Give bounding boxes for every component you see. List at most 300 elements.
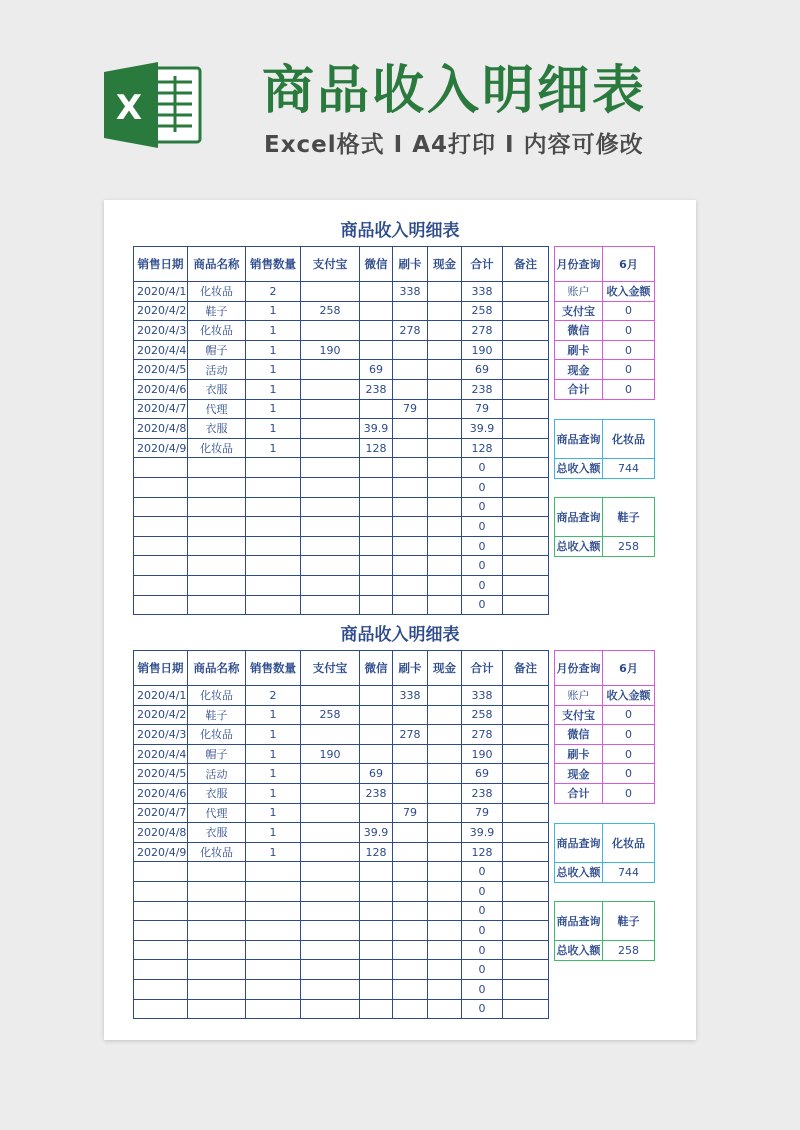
table-cell[interactable]: 0 — [462, 901, 503, 921]
table-cell[interactable] — [503, 575, 549, 595]
table-cell[interactable] — [428, 419, 462, 439]
table-cell[interactable]: 1 — [246, 803, 301, 823]
table-cell[interactable] — [246, 477, 301, 497]
table-cell[interactable] — [301, 725, 360, 745]
table-cell[interactable] — [301, 823, 360, 843]
product-query-value[interactable]: 鞋子 — [603, 902, 655, 941]
table-cell[interactable]: 化妆品 — [188, 438, 246, 458]
table-cell[interactable]: 0 — [462, 536, 503, 556]
table-cell[interactable] — [360, 744, 393, 764]
table-cell[interactable]: 衣服 — [188, 823, 246, 843]
table-cell[interactable] — [428, 901, 462, 921]
table-cell[interactable]: 帽子 — [188, 744, 246, 764]
table-cell[interactable]: 69 — [462, 764, 503, 784]
table-cell[interactable] — [301, 960, 360, 980]
table-cell[interactable]: 2020/4/9 — [134, 438, 188, 458]
table-cell[interactable] — [301, 803, 360, 823]
table-cell[interactable] — [360, 921, 393, 941]
table-cell[interactable] — [246, 960, 301, 980]
table-cell[interactable] — [134, 536, 188, 556]
table-cell[interactable] — [134, 921, 188, 941]
table-cell[interactable]: 活动 — [188, 360, 246, 380]
table-cell[interactable]: 1 — [246, 321, 301, 341]
table-cell[interactable] — [188, 940, 246, 960]
table-cell[interactable] — [301, 901, 360, 921]
table-cell[interactable]: 0 — [462, 862, 503, 882]
table-cell[interactable]: 2020/4/5 — [134, 764, 188, 784]
table-cell[interactable]: 1 — [246, 823, 301, 843]
table-cell[interactable] — [428, 881, 462, 901]
table-cell[interactable] — [246, 575, 301, 595]
table-cell[interactable]: 238 — [360, 783, 393, 803]
table-cell[interactable] — [188, 595, 246, 615]
table-cell[interactable]: 2020/4/9 — [134, 842, 188, 862]
table-cell[interactable] — [503, 517, 549, 537]
table-cell[interactable] — [428, 744, 462, 764]
table-cell[interactable] — [393, 340, 428, 360]
table-cell[interactable]: 0 — [462, 881, 503, 901]
table-cell[interactable] — [428, 575, 462, 595]
table-cell[interactable]: 化妆品 — [188, 321, 246, 341]
table-cell[interactable]: 化妆品 — [188, 842, 246, 862]
table-cell[interactable] — [393, 419, 428, 439]
table-cell[interactable] — [503, 862, 549, 882]
table-cell[interactable]: 39.9 — [360, 419, 393, 439]
product-query-value[interactable]: 化妆品 — [603, 824, 655, 863]
table-cell[interactable] — [360, 803, 393, 823]
table-cell[interactable] — [301, 517, 360, 537]
table-cell[interactable]: 338 — [393, 686, 428, 706]
table-cell[interactable] — [134, 940, 188, 960]
table-cell[interactable]: 1 — [246, 705, 301, 725]
table-cell[interactable] — [301, 458, 360, 478]
table-cell[interactable] — [393, 458, 428, 478]
table-cell[interactable]: 39.9 — [360, 823, 393, 843]
table-cell[interactable] — [134, 575, 188, 595]
table-cell[interactable] — [393, 301, 428, 321]
table-cell[interactable] — [503, 458, 549, 478]
table-cell[interactable] — [428, 536, 462, 556]
table-cell[interactable] — [503, 725, 549, 745]
table-cell[interactable]: 0 — [462, 458, 503, 478]
table-cell[interactable]: 238 — [462, 379, 503, 399]
table-cell[interactable] — [393, 979, 428, 999]
table-cell[interactable] — [134, 497, 188, 517]
table-cell[interactable]: 278 — [462, 321, 503, 341]
table-cell[interactable] — [393, 881, 428, 901]
table-cell[interactable] — [134, 477, 188, 497]
table-cell[interactable] — [301, 379, 360, 399]
table-cell[interactable]: 2020/4/4 — [134, 744, 188, 764]
table-cell[interactable]: 2020/4/8 — [134, 823, 188, 843]
table-cell[interactable] — [360, 517, 393, 537]
table-cell[interactable] — [393, 764, 428, 784]
table-cell[interactable] — [428, 517, 462, 537]
table-cell[interactable] — [428, 477, 462, 497]
table-cell[interactable] — [428, 686, 462, 706]
table-cell[interactable] — [503, 921, 549, 941]
table-cell[interactable] — [503, 556, 549, 576]
table-cell[interactable] — [360, 686, 393, 706]
table-cell[interactable] — [301, 783, 360, 803]
table-cell[interactable] — [360, 901, 393, 921]
table-cell[interactable] — [393, 862, 428, 882]
table-cell[interactable] — [188, 458, 246, 478]
table-cell[interactable]: 2 — [246, 282, 301, 302]
table-cell[interactable] — [503, 979, 549, 999]
table-cell[interactable] — [246, 862, 301, 882]
table-cell[interactable] — [428, 595, 462, 615]
month-query-value[interactable]: 6月 — [603, 247, 655, 282]
table-cell[interactable] — [301, 999, 360, 1019]
table-cell[interactable] — [301, 438, 360, 458]
table-cell[interactable]: 190 — [462, 340, 503, 360]
table-cell[interactable] — [360, 960, 393, 980]
table-cell[interactable] — [503, 595, 549, 615]
table-cell[interactable] — [503, 705, 549, 725]
table-cell[interactable] — [503, 842, 549, 862]
table-cell[interactable]: 338 — [393, 282, 428, 302]
table-cell[interactable]: 活动 — [188, 764, 246, 784]
table-cell[interactable]: 2020/4/4 — [134, 340, 188, 360]
table-cell[interactable]: 2020/4/5 — [134, 360, 188, 380]
table-cell[interactable] — [393, 497, 428, 517]
table-cell[interactable] — [134, 595, 188, 615]
table-cell[interactable] — [503, 901, 549, 921]
table-cell[interactable]: 0 — [462, 477, 503, 497]
table-cell[interactable] — [428, 438, 462, 458]
table-cell[interactable]: 2020/4/6 — [134, 379, 188, 399]
table-cell[interactable] — [428, 999, 462, 1019]
table-cell[interactable]: 1 — [246, 783, 301, 803]
table-cell[interactable]: 79 — [393, 399, 428, 419]
table-cell[interactable] — [393, 960, 428, 980]
table-cell[interactable]: 1 — [246, 340, 301, 360]
table-cell[interactable]: 190 — [301, 340, 360, 360]
table-cell[interactable] — [428, 497, 462, 517]
table-cell[interactable] — [503, 940, 549, 960]
table-cell[interactable]: 0 — [462, 999, 503, 1019]
table-cell[interactable] — [503, 536, 549, 556]
table-cell[interactable]: 鞋子 — [188, 301, 246, 321]
table-cell[interactable] — [503, 783, 549, 803]
table-cell[interactable] — [428, 379, 462, 399]
table-cell[interactable]: 2020/4/6 — [134, 783, 188, 803]
table-cell[interactable] — [188, 960, 246, 980]
table-cell[interactable] — [360, 340, 393, 360]
table-cell[interactable]: 1 — [246, 438, 301, 458]
table-cell[interactable]: 2020/4/1 — [134, 686, 188, 706]
table-cell[interactable]: 衣服 — [188, 379, 246, 399]
table-cell[interactable]: 1 — [246, 301, 301, 321]
table-cell[interactable] — [503, 823, 549, 843]
table-cell[interactable] — [246, 536, 301, 556]
table-cell[interactable] — [188, 901, 246, 921]
table-cell[interactable] — [503, 477, 549, 497]
table-cell[interactable] — [360, 321, 393, 341]
table-cell[interactable]: 1 — [246, 399, 301, 419]
table-cell[interactable] — [188, 862, 246, 882]
table-cell[interactable] — [503, 379, 549, 399]
table-cell[interactable]: 0 — [462, 575, 503, 595]
table-cell[interactable] — [393, 438, 428, 458]
table-cell[interactable]: 128 — [360, 842, 393, 862]
table-cell[interactable] — [134, 458, 188, 478]
table-cell[interactable] — [428, 458, 462, 478]
table-cell[interactable] — [134, 999, 188, 1019]
table-cell[interactable] — [301, 686, 360, 706]
table-cell[interactable] — [393, 744, 428, 764]
table-cell[interactable] — [246, 556, 301, 576]
table-cell[interactable] — [188, 477, 246, 497]
table-cell[interactable] — [246, 921, 301, 941]
table-cell[interactable] — [503, 497, 549, 517]
table-cell[interactable]: 69 — [360, 764, 393, 784]
product-query-value[interactable]: 化妆品 — [603, 420, 655, 459]
table-cell[interactable] — [301, 556, 360, 576]
table-cell[interactable] — [393, 783, 428, 803]
table-cell[interactable] — [246, 940, 301, 960]
table-cell[interactable] — [360, 399, 393, 419]
table-cell[interactable] — [246, 497, 301, 517]
table-cell[interactable] — [393, 999, 428, 1019]
table-cell[interactable] — [503, 282, 549, 302]
table-cell[interactable] — [503, 744, 549, 764]
table-cell[interactable] — [188, 556, 246, 576]
table-cell[interactable] — [360, 595, 393, 615]
table-cell[interactable]: 2020/4/8 — [134, 419, 188, 439]
table-cell[interactable] — [503, 686, 549, 706]
table-cell[interactable]: 化妆品 — [188, 686, 246, 706]
table-cell[interactable] — [428, 842, 462, 862]
table-cell[interactable] — [428, 725, 462, 745]
table-cell[interactable] — [360, 881, 393, 901]
table-cell[interactable] — [428, 399, 462, 419]
table-cell[interactable]: 258 — [301, 705, 360, 725]
table-cell[interactable] — [301, 477, 360, 497]
table-cell[interactable] — [393, 477, 428, 497]
table-cell[interactable] — [134, 901, 188, 921]
table-cell[interactable] — [360, 477, 393, 497]
table-cell[interactable]: 258 — [301, 301, 360, 321]
table-cell[interactable] — [428, 783, 462, 803]
table-cell[interactable] — [503, 999, 549, 1019]
table-cell[interactable] — [503, 419, 549, 439]
table-cell[interactable] — [360, 940, 393, 960]
month-query-value[interactable]: 6月 — [603, 651, 655, 686]
table-cell[interactable] — [428, 556, 462, 576]
table-cell[interactable] — [428, 823, 462, 843]
table-cell[interactable]: 2020/4/7 — [134, 803, 188, 823]
table-cell[interactable] — [246, 458, 301, 478]
table-cell[interactable] — [428, 705, 462, 725]
table-cell[interactable] — [301, 940, 360, 960]
table-cell[interactable]: 2020/4/3 — [134, 321, 188, 341]
table-cell[interactable] — [301, 399, 360, 419]
table-cell[interactable] — [301, 595, 360, 615]
table-cell[interactable] — [503, 360, 549, 380]
table-cell[interactable] — [503, 399, 549, 419]
table-cell[interactable] — [360, 556, 393, 576]
table-cell[interactable] — [393, 379, 428, 399]
table-cell[interactable] — [246, 595, 301, 615]
table-cell[interactable]: 1 — [246, 379, 301, 399]
table-cell[interactable]: 278 — [393, 725, 428, 745]
table-cell[interactable]: 338 — [462, 282, 503, 302]
table-cell[interactable] — [360, 979, 393, 999]
table-cell[interactable]: 2020/4/2 — [134, 705, 188, 725]
table-cell[interactable] — [134, 862, 188, 882]
table-cell[interactable] — [188, 575, 246, 595]
table-cell[interactable] — [428, 321, 462, 341]
table-cell[interactable] — [393, 595, 428, 615]
table-cell[interactable]: 化妆品 — [188, 282, 246, 302]
table-cell[interactable]: 2 — [246, 686, 301, 706]
table-cell[interactable] — [503, 881, 549, 901]
table-cell[interactable] — [503, 803, 549, 823]
table-cell[interactable]: 0 — [462, 595, 503, 615]
table-cell[interactable] — [301, 575, 360, 595]
table-cell[interactable] — [301, 536, 360, 556]
table-cell[interactable] — [188, 921, 246, 941]
table-cell[interactable] — [428, 921, 462, 941]
table-cell[interactable] — [428, 979, 462, 999]
table-cell[interactable]: 238 — [360, 379, 393, 399]
table-cell[interactable]: 鞋子 — [188, 705, 246, 725]
table-cell[interactable]: 1 — [246, 725, 301, 745]
table-cell[interactable]: 1 — [246, 360, 301, 380]
table-cell[interactable] — [134, 881, 188, 901]
table-cell[interactable] — [428, 862, 462, 882]
table-cell[interactable] — [301, 862, 360, 882]
table-cell[interactable]: 128 — [462, 842, 503, 862]
table-cell[interactable] — [428, 301, 462, 321]
table-cell[interactable]: 2020/4/1 — [134, 282, 188, 302]
table-cell[interactable]: 1 — [246, 764, 301, 784]
table-cell[interactable]: 258 — [462, 705, 503, 725]
table-cell[interactable] — [360, 575, 393, 595]
table-cell[interactable] — [503, 438, 549, 458]
table-cell[interactable] — [393, 901, 428, 921]
table-cell[interactable]: 1 — [246, 744, 301, 764]
table-cell[interactable] — [188, 497, 246, 517]
table-cell[interactable] — [301, 497, 360, 517]
table-cell[interactable] — [360, 458, 393, 478]
table-cell[interactable]: 2020/4/2 — [134, 301, 188, 321]
table-cell[interactable]: 128 — [462, 438, 503, 458]
table-cell[interactable]: 0 — [462, 517, 503, 537]
table-cell[interactable] — [246, 517, 301, 537]
table-cell[interactable] — [301, 419, 360, 439]
table-cell[interactable] — [360, 862, 393, 882]
table-cell[interactable] — [428, 960, 462, 980]
table-cell[interactable] — [503, 960, 549, 980]
table-cell[interactable] — [246, 979, 301, 999]
table-cell[interactable] — [360, 282, 393, 302]
table-cell[interactable] — [360, 705, 393, 725]
table-cell[interactable] — [134, 960, 188, 980]
table-cell[interactable]: 代理 — [188, 399, 246, 419]
table-cell[interactable] — [503, 321, 549, 341]
table-cell[interactable] — [428, 803, 462, 823]
table-cell[interactable] — [428, 360, 462, 380]
table-cell[interactable]: 39.9 — [462, 823, 503, 843]
table-cell[interactable] — [301, 979, 360, 999]
table-cell[interactable] — [246, 999, 301, 1019]
table-cell[interactable] — [188, 536, 246, 556]
table-cell[interactable]: 0 — [462, 960, 503, 980]
table-cell[interactable]: 39.9 — [462, 419, 503, 439]
table-cell[interactable] — [428, 340, 462, 360]
table-cell[interactable] — [301, 360, 360, 380]
table-cell[interactable] — [393, 556, 428, 576]
table-cell[interactable] — [503, 301, 549, 321]
table-cell[interactable]: 1 — [246, 419, 301, 439]
table-cell[interactable] — [360, 497, 393, 517]
table-cell[interactable] — [393, 921, 428, 941]
table-cell[interactable] — [393, 517, 428, 537]
table-cell[interactable]: 190 — [301, 744, 360, 764]
table-cell[interactable] — [301, 881, 360, 901]
table-cell[interactable] — [428, 282, 462, 302]
table-cell[interactable]: 338 — [462, 686, 503, 706]
table-cell[interactable]: 代理 — [188, 803, 246, 823]
table-cell[interactable] — [134, 556, 188, 576]
table-cell[interactable]: 128 — [360, 438, 393, 458]
table-cell[interactable]: 化妆品 — [188, 725, 246, 745]
table-cell[interactable] — [393, 536, 428, 556]
table-cell[interactable]: 79 — [462, 399, 503, 419]
table-cell[interactable]: 0 — [462, 497, 503, 517]
table-cell[interactable]: 2020/4/3 — [134, 725, 188, 745]
table-cell[interactable] — [360, 725, 393, 745]
table-cell[interactable]: 衣服 — [188, 783, 246, 803]
table-cell[interactable] — [393, 575, 428, 595]
table-cell[interactable] — [301, 764, 360, 784]
product-query-value[interactable]: 鞋子 — [603, 498, 655, 537]
table-cell[interactable] — [393, 360, 428, 380]
table-cell[interactable] — [188, 979, 246, 999]
table-cell[interactable] — [246, 901, 301, 921]
table-cell[interactable] — [393, 823, 428, 843]
table-cell[interactable] — [301, 282, 360, 302]
table-cell[interactable]: 0 — [462, 940, 503, 960]
table-cell[interactable]: 79 — [393, 803, 428, 823]
table-cell[interactable] — [360, 999, 393, 1019]
table-cell[interactable]: 69 — [462, 360, 503, 380]
table-cell[interactable]: 0 — [462, 921, 503, 941]
table-cell[interactable] — [393, 940, 428, 960]
table-cell[interactable] — [428, 940, 462, 960]
table-cell[interactable] — [188, 517, 246, 537]
table-cell[interactable] — [301, 842, 360, 862]
table-cell[interactable]: 0 — [462, 556, 503, 576]
table-cell[interactable] — [393, 842, 428, 862]
table-cell[interactable] — [360, 301, 393, 321]
table-cell[interactable] — [188, 999, 246, 1019]
table-cell[interactable]: 278 — [393, 321, 428, 341]
table-cell[interactable]: 69 — [360, 360, 393, 380]
table-cell[interactable] — [428, 764, 462, 784]
table-cell[interactable] — [393, 705, 428, 725]
table-cell[interactable] — [246, 881, 301, 901]
table-cell[interactable]: 190 — [462, 744, 503, 764]
table-cell[interactable] — [301, 921, 360, 941]
table-cell[interactable]: 79 — [462, 803, 503, 823]
table-cell[interactable]: 衣服 — [188, 419, 246, 439]
table-cell[interactable]: 0 — [462, 979, 503, 999]
table-cell[interactable] — [503, 764, 549, 784]
